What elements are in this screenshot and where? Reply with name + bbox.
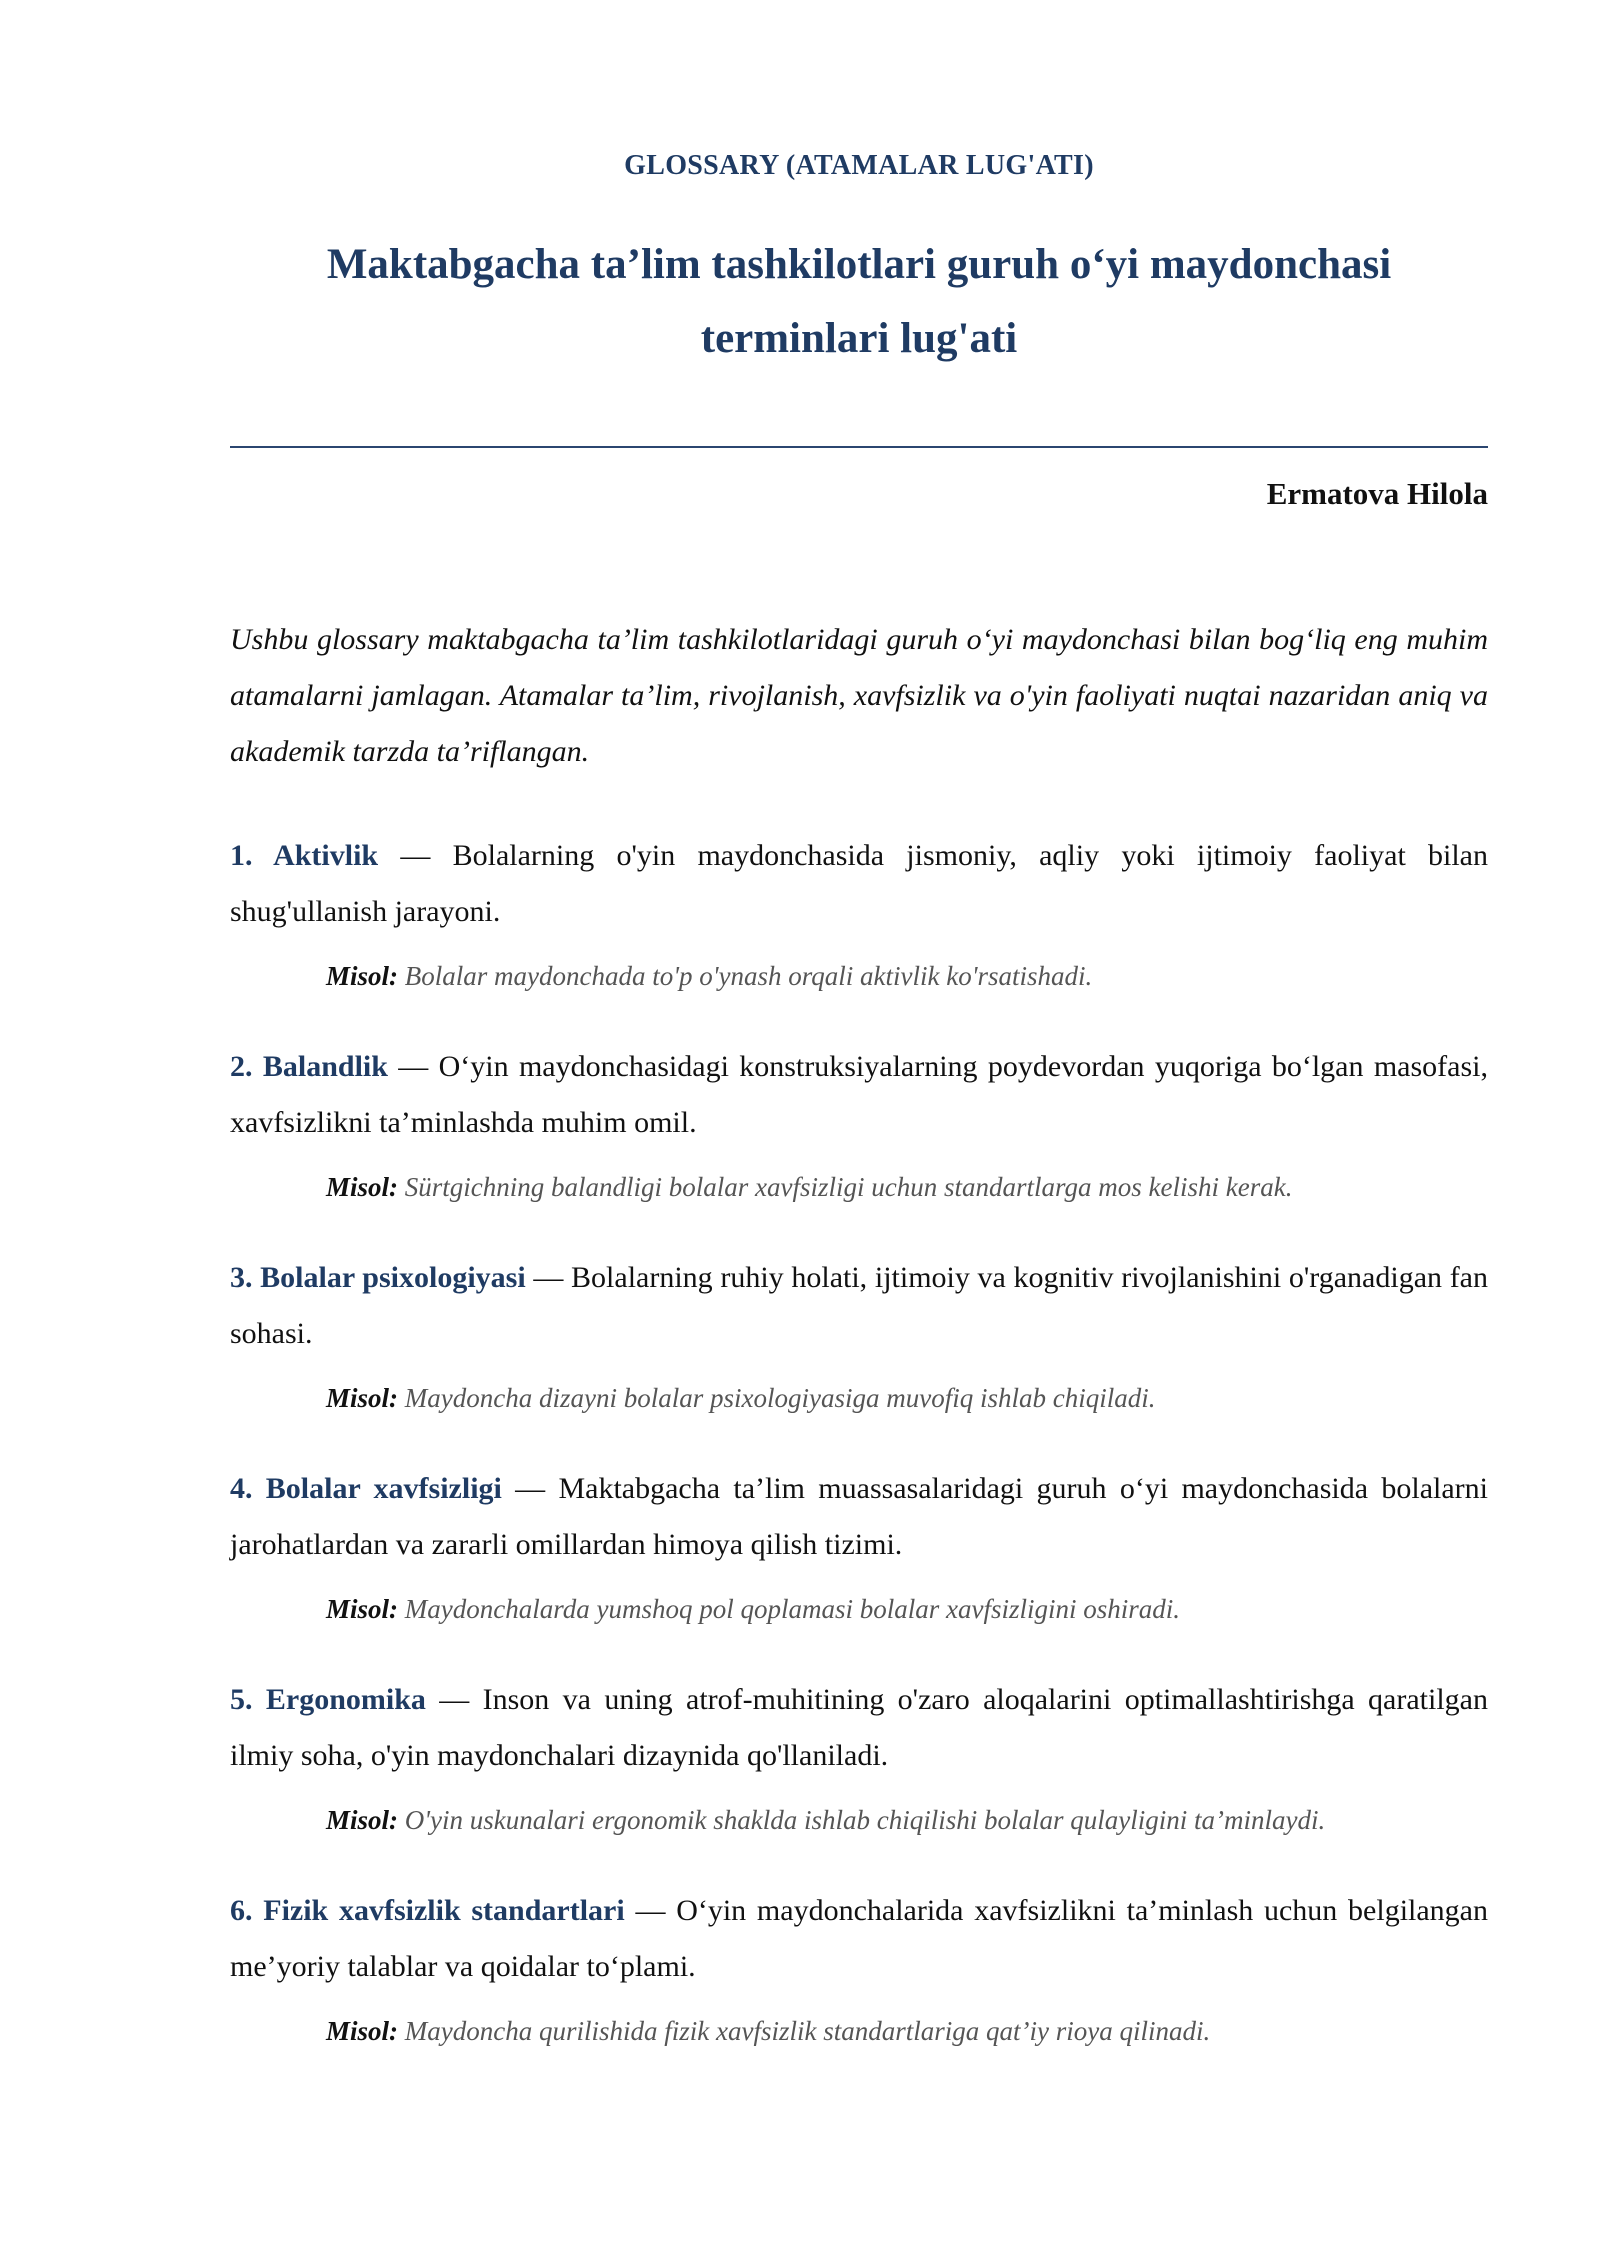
entry-definition-text: — Inson va uning atrof-muhitining o'zaro aloqalarini optimallashtirishga qaratilgan ilmiy soha, o'yin maydonchalari dizaynida qo'llaniladi. bbox=[230, 1683, 1488, 1772]
glossary-entry bbox=[230, 1883, 1488, 2094]
example-text: Maydoncha qurilishida fizik xavfsizlik standartlariga qat’iy rioya qilinadi. bbox=[404, 2016, 1211, 2046]
example-text: O'yin uskunalari ergonomik shaklda ishlab chiqilishi bolalar qulayligini ta’minlaydi. bbox=[404, 1805, 1326, 1835]
example-label: Misol: bbox=[326, 1383, 399, 1413]
example-text: Bolalar maydonchada to'p o'ynash orqali aktivlik ko'rsatishadi. bbox=[404, 961, 1093, 991]
example-label: Misol: bbox=[326, 1172, 399, 1202]
entry-definition bbox=[230, 828, 1488, 940]
entry-definition-text: — O‘yin maydonchasidagi konstruksiyalarning poydevordan yuqoriga bo‘lgan masofasi, xavfsizlikni ta’minlashda muhim omil. bbox=[230, 1050, 1488, 1139]
example-text: Sürtgichning balandligi bolalar xavfsizligi uchun standartlarga mos kelishi kerak. bbox=[404, 1172, 1293, 1202]
entry-term: 6. Fizik xavfsizlik standartlari bbox=[230, 1894, 625, 1927]
entry-term: 1. Aktivlik bbox=[230, 839, 379, 872]
entry-definition bbox=[230, 1039, 1488, 1151]
glossary-entry bbox=[230, 1250, 1488, 1461]
glossary-entry bbox=[230, 1461, 1488, 1672]
entry-example bbox=[326, 2011, 1488, 2051]
glossary-kicker: GLOSSARY (ATAMALAR LUG'ATI) bbox=[624, 150, 1094, 181]
document-title-line-2: terminlari lug'ati bbox=[700, 315, 1018, 362]
example-label: Misol: bbox=[326, 1594, 399, 1624]
glossary-entries bbox=[230, 828, 1488, 2094]
example-text: Maydonchalarda yumshoq pol qoplamasi bolalar xavfsizligini oshiradi. bbox=[404, 1594, 1181, 1624]
entry-definition bbox=[230, 1883, 1488, 1995]
entry-definition-text: — Maktabgacha ta’lim muassasalaridagi guruh o‘yi maydonchasida bolalarni jarohatlardan va zararli omillardan himoya qilish tizimi. bbox=[230, 1472, 1488, 1561]
entry-example bbox=[326, 1589, 1488, 1629]
example-text: Maydoncha dizayni bolalar psixologiyasiga muvofiq ishlab chiqiladi. bbox=[404, 1383, 1156, 1413]
entry-term: 2. Balandlik bbox=[230, 1050, 388, 1083]
glossary-entry bbox=[230, 1672, 1488, 1883]
example-label: Misol: bbox=[326, 1805, 399, 1835]
example-label: Misol: bbox=[326, 961, 399, 991]
entry-definition bbox=[230, 1250, 1488, 1362]
entry-term: 4. Bolalar xavfsizligi bbox=[230, 1472, 502, 1505]
entry-example bbox=[326, 1167, 1488, 1207]
entry-example bbox=[326, 1800, 1488, 1840]
entry-example bbox=[326, 956, 1488, 996]
entry-definition bbox=[230, 1461, 1488, 1573]
entry-definition-text: — Bolalarning ruhiy holati, ijtimoiy va kognitiv rivojlanishini o'rganadigan fan sohasi. bbox=[230, 1261, 1489, 1350]
title-divider bbox=[230, 446, 1488, 448]
glossary-entry bbox=[230, 1039, 1488, 1250]
entry-example bbox=[326, 1378, 1488, 1418]
example-label: Misol: bbox=[326, 2016, 399, 2046]
entry-definition-text: — Bolalarning o'yin maydonchasida jismoniy, aqliy yoki ijtimoiy faoliyat bilan shug'ullanish jarayoni. bbox=[230, 839, 1489, 928]
entry-term: 5. Ergonomika bbox=[230, 1683, 426, 1716]
author-name: Ermatova Hilola bbox=[1266, 476, 1488, 511]
glossary-entry bbox=[230, 828, 1488, 1039]
document-title-line-1: Maktabgacha ta’lim tashkilotlari guruh o‘yi maydonchasi bbox=[326, 241, 1392, 288]
entry-definition-text: — O‘yin maydonchalarida xavfsizlikni ta’minlash uchun belgilangan me’yoriy talablar va qoidalar to‘plami. bbox=[230, 1894, 1488, 1983]
document-title bbox=[230, 228, 1488, 376]
entry-term: 3. Bolalar psixologiyasi bbox=[230, 1261, 526, 1294]
entry-definition bbox=[230, 1672, 1488, 1784]
intro-paragraph: Ushbu glossary maktabgacha ta’lim tashkilotlaridagi guruh o‘yi maydonchasi bilan bog‘liq eng muhim atamalarni jamlagan. Atamalar ta’lim, rivojlanish, xavfsizlik va o'yin faoliyati nuqtai nazaridan aniq va akademik tarzda ta’riflangan. bbox=[230, 623, 1488, 768]
